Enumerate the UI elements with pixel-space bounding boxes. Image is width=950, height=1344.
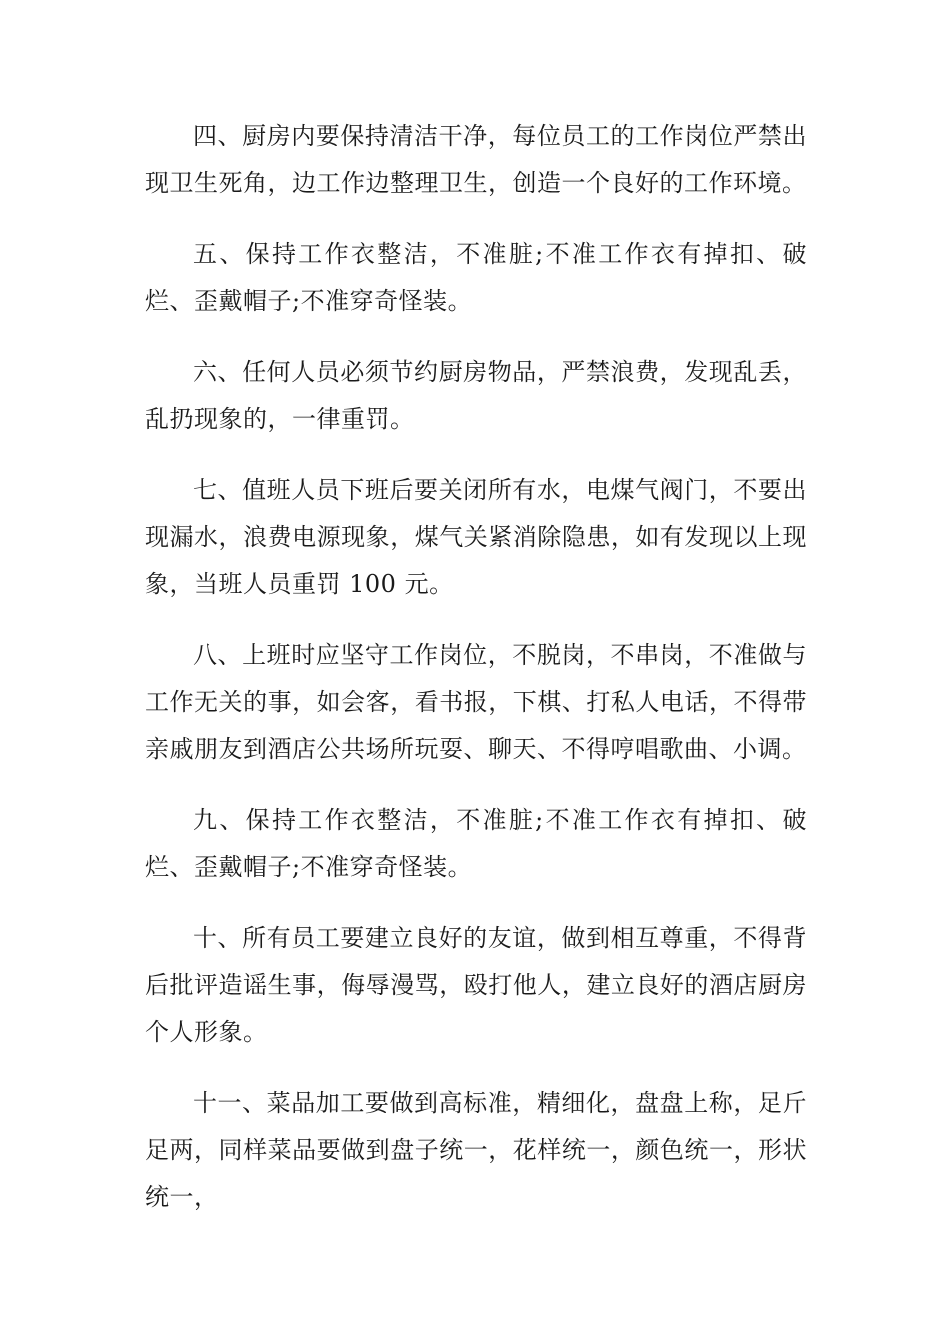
rule-paragraph-9: 九、保持工作衣整洁，不准脏;不准工作衣有掉扣、破烂、歪戴帽子;不准穿奇怪装。 [145, 806, 807, 881]
rule-paragraph-10: 十、所有员工要建立良好的友谊，做到相互尊重，不得背后批评造谣生事，侮辱漫骂，殴打他人，建立良好的酒店厨房个人形象。 [145, 924, 807, 1046]
rule-paragraph-6: 六、任何人员必须节约厨房物品，严禁浪费，发现乱丢，乱扔现象的，一律重罚。 [145, 358, 807, 433]
rule-paragraph-8: 八、上班时应坚守工作岗位，不脱岗，不串岗，不准做与工作无关的事，如会客，看书报，下棋、打私人电话，不得带亲戚朋友到酒店公共场所玩耍、聊天、不得哼唱歌曲、小调。 [145, 641, 807, 763]
rule-paragraph-4: 四、厨房内要保持清洁干净，每位员工的工作岗位严禁出现卫生死角，边工作边整理卫生，创造一个良好的工作环境。 [145, 122, 807, 197]
rule-paragraph-5: 五、保持工作衣整洁，不准脏;不准工作衣有掉扣、破烂、歪戴帽子;不准穿奇怪装。 [145, 240, 807, 315]
rule-paragraph-11: 十一、菜品加工要做到高标准，精细化，盘盘上称，足斤足两，同样菜品要做到盘子统一，花样统一，颜色统一，形状统一， [145, 1089, 807, 1211]
document-page [145, 113, 807, 1245]
rule-paragraph-7: 七、值班人员下班后要关闭所有水，电煤气阀门，不要出现漏水，浪费电源现象，煤气关紧消除隐患，如有发现以上现象，当班人员重罚 100 元。 [145, 476, 807, 598]
